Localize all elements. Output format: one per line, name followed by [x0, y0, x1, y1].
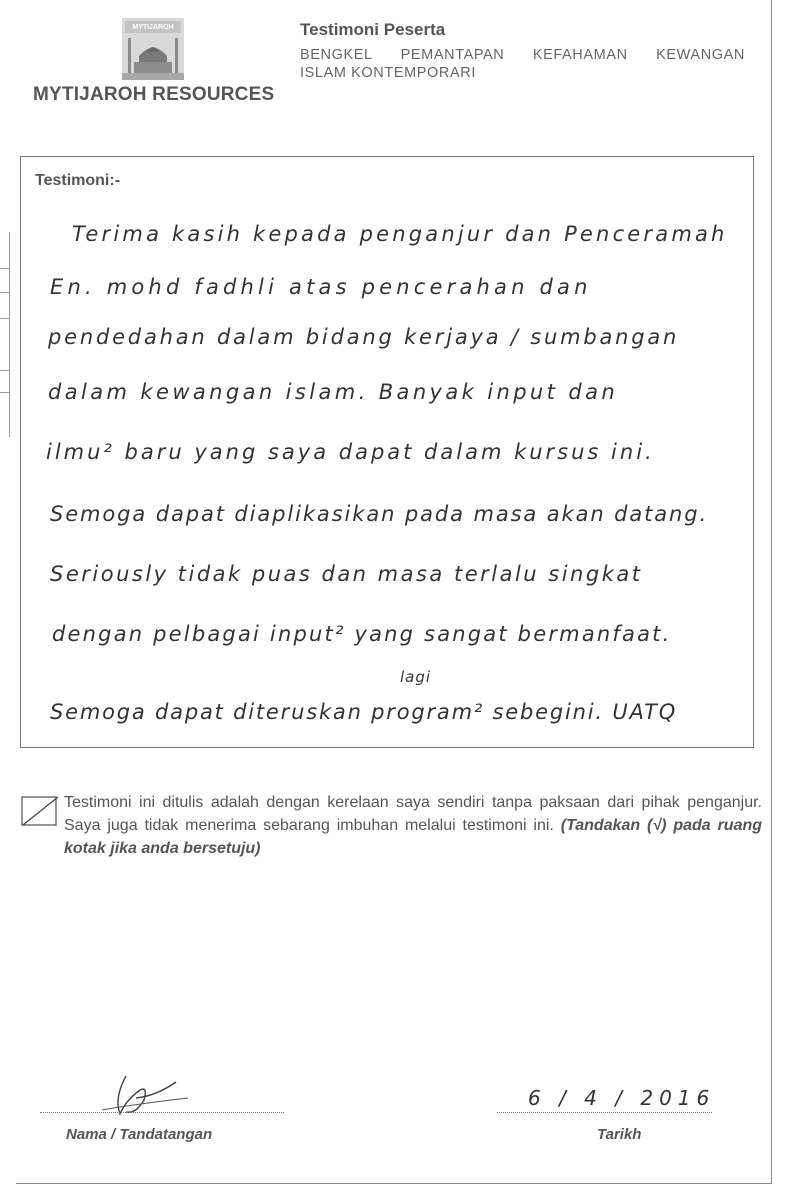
event-title-line2: ISLAM KONTEMPORARI: [300, 65, 476, 81]
date-line: [497, 1112, 712, 1113]
left-edge-tick: [0, 292, 9, 293]
left-edge-tick: [0, 392, 9, 393]
consent-statement: [64, 791, 762, 860]
handwritten-line: Semoga dapat diteruskan program² sebegini. UATQ: [50, 700, 678, 724]
handwritten-line: dengan pelbagai input² yang sangat bermanfaat.: [52, 622, 672, 646]
signature-line: [40, 1112, 284, 1113]
left-edge-tick: [0, 268, 9, 269]
consent-checkbox[interactable]: [20, 795, 60, 829]
brand-name: MYTIJAROH RESOURCES: [33, 84, 275, 105]
date-label: Tarikh: [597, 1126, 642, 1143]
handwritten-line: Seriously tidak puas dan masa terlalu singkat: [50, 562, 643, 586]
handwritten-line: Semoga dapat diaplikasikan pada masa akan datang.: [50, 502, 709, 526]
page-title: Testimoni Peserta: [300, 20, 446, 39]
handwritten-line: ilmu² baru yang saya dapat dalam kursus ini.: [46, 440, 655, 464]
date-value: 6 / 4 / 2016: [528, 1086, 716, 1110]
handwritten-insert: lagi: [400, 668, 432, 686]
mosque-logo-icon: [122, 18, 184, 80]
consent-instruction: (Tandakan (√) pada ruang kotak jika anda bersetuju): [64, 817, 763, 857]
name-signature-label: Nama / Tandatangan: [66, 1126, 213, 1143]
handwritten-line: dalam kewangan islam. Banyak input dan: [48, 380, 619, 404]
left-edge-tick: [0, 370, 9, 371]
left-edge-tick: [0, 318, 9, 319]
testimony-label: Testimoni:-: [35, 172, 121, 189]
handwritten-line: En. mohd fadhli atas pencerahan dan: [50, 275, 592, 299]
consent-text: Testimoni ini ditulis adalah dengan kerelaan saya sendiri tanpa paksaan dari pihak penganjur. Saya juga tidak menerima sebarang imbuhan melalui testimoni ini.: [64, 794, 762, 834]
handwritten-line: pendedahan dalam bidang kerjaya / sumbangan: [48, 325, 680, 349]
left-edge-marks: [0, 232, 10, 437]
event-title-line1: BENGKEL PEMANTAPAN KEFAHAMAN KEWANGAN: [300, 47, 745, 63]
logo-text: MYTIJAROH: [132, 24, 174, 31]
handwritten-line: Terima kasih kepada penganjur dan Penceramah: [72, 222, 728, 246]
